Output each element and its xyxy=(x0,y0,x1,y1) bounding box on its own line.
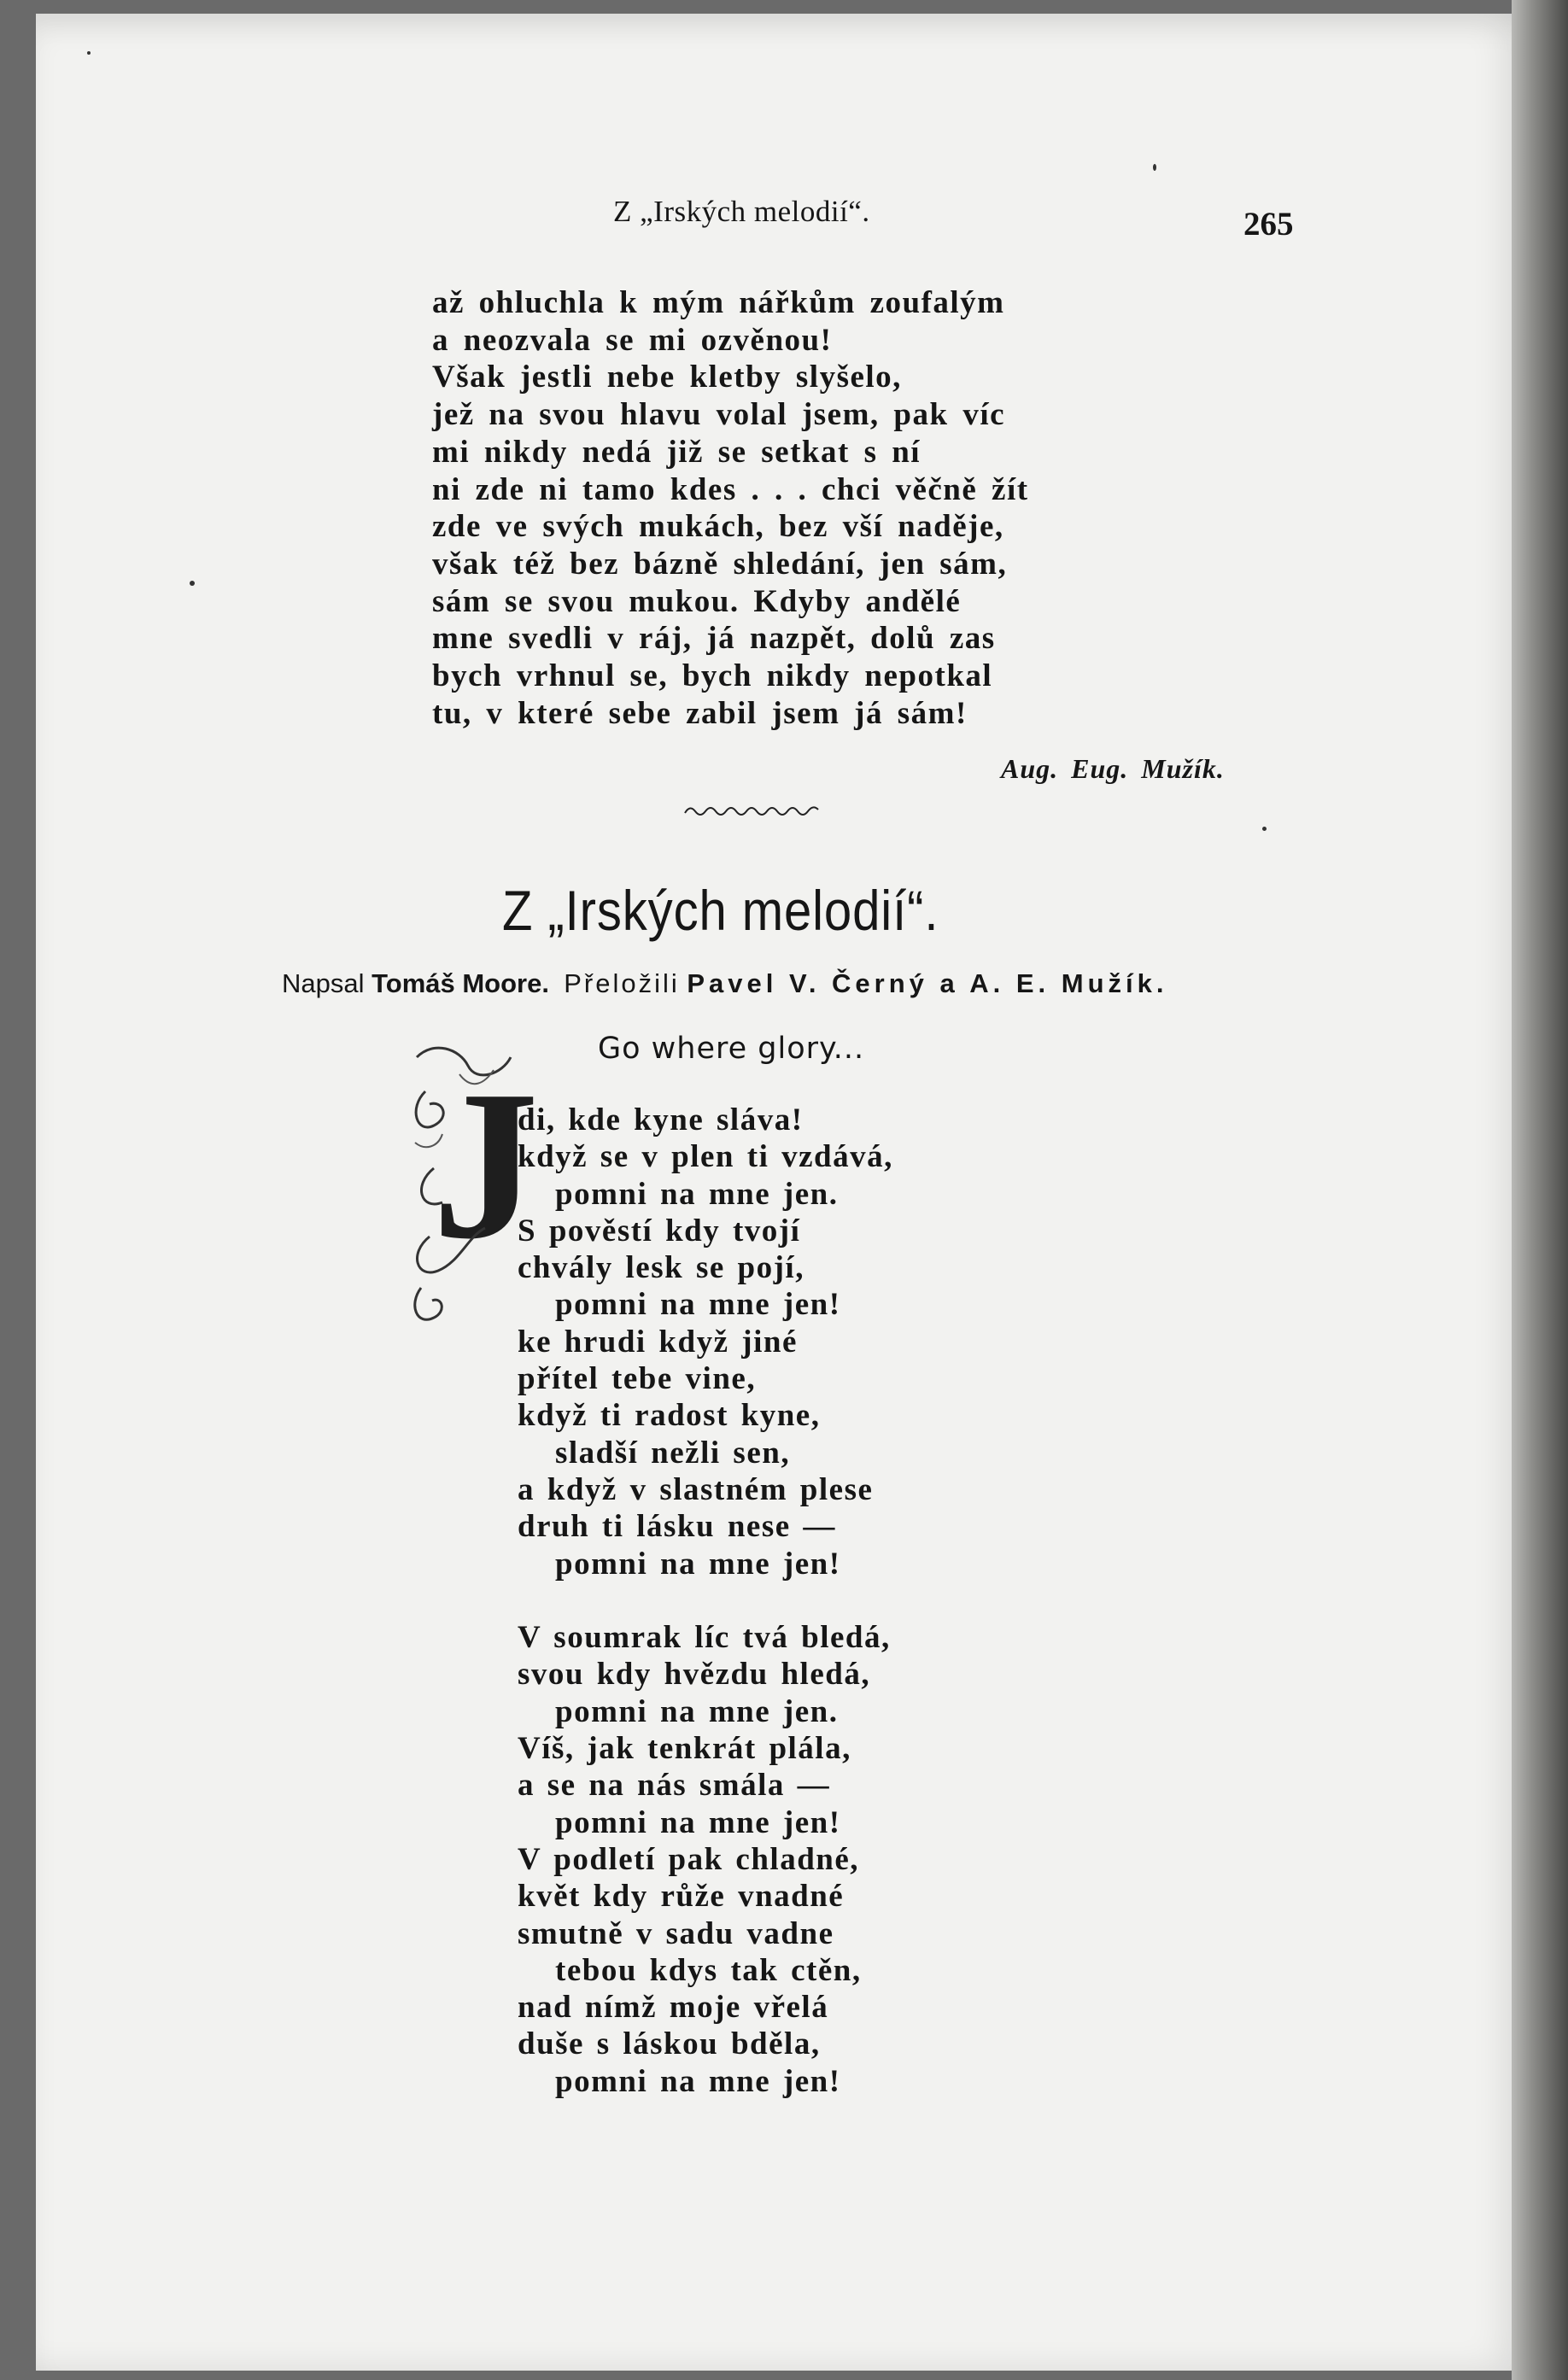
verse-line: až ohluchla k mým nářkům zoufalým xyxy=(432,285,1005,320)
verse-line: mi nikdy nedá již se setkat s ní xyxy=(432,434,921,470)
poem-line: druh ti lásku nese — xyxy=(518,1509,836,1545)
verse-line: mne svedli v ráj, já nazpět, dolů zas xyxy=(432,621,996,657)
poem-line: a když v slastném plese xyxy=(518,1471,874,1507)
ornamental-drop-cap-j xyxy=(408,1040,539,1330)
drop-cap-letter: J xyxy=(432,1047,539,1284)
book-spine-edge xyxy=(1512,0,1568,2380)
poem-line: tebou kdys tak ctěn, xyxy=(555,1952,862,1988)
byline-napsal: Napsal xyxy=(282,968,365,998)
poem-line: přítel tebe vine, xyxy=(518,1361,757,1397)
poem-text xyxy=(518,1102,996,2100)
byline-author: Tomáš Moore. xyxy=(372,968,549,998)
verse-line: tu, v které sebe zabil jsem já sám! xyxy=(432,695,968,731)
poem-line: V podletí pak chladné, xyxy=(518,1841,860,1877)
poem-line: svou kdy hvězdu hledá, xyxy=(518,1657,871,1693)
english-original-title: Go where glory... xyxy=(598,1032,865,1066)
poem-line: V soumrak líc tvá bledá, xyxy=(518,1620,891,1656)
poem-line: pomni na mne jen! xyxy=(555,2063,841,2099)
translator-signature: Aug. Eug. Mužík. xyxy=(1001,753,1225,784)
poem-line: pomni na mne jen. xyxy=(555,1176,839,1212)
poem-line: chvály lesk se pojí, xyxy=(518,1250,804,1286)
author-byline xyxy=(282,968,1167,999)
paper-speck xyxy=(190,581,195,586)
poem-line: když se v plen ti vzdává, xyxy=(518,1139,893,1175)
poem-line: sladší nežli sen, xyxy=(555,1435,791,1471)
verse-line: Však jestli nebe kletby slyšelo, xyxy=(432,360,902,395)
paper-speck xyxy=(87,51,91,55)
poem-line: a se na nás smála — xyxy=(518,1768,831,1804)
poem-line: květ kdy růže vnadné xyxy=(518,1879,845,1915)
poem-line: když ti radost kyne, xyxy=(518,1398,821,1434)
poem-line: pomni na mne jen. xyxy=(555,1693,839,1729)
poem-section-title: Z „Irských melodií“. xyxy=(502,879,939,942)
verse-line: a neozvala se mi ozvěnou! xyxy=(432,322,833,358)
verse-line: bych vrhnul se, bych nikdy nepotkal xyxy=(432,658,993,694)
paper-speck xyxy=(1262,827,1267,831)
verse-line: sám se svou mukou. Kdyby andělé xyxy=(432,583,962,619)
poem-line: nad nímž moje vřelá xyxy=(518,1990,829,2026)
poem-line: S pověstí kdy tvojí xyxy=(518,1213,801,1248)
stanza-break xyxy=(518,1582,996,1619)
running-header-title: Z „Irských melodií“. xyxy=(613,195,870,228)
verse-line: zde ve svých mukách, bez vší naděje, xyxy=(432,509,1004,545)
byline-translators: Pavel V. Černý a A. E. Mužík. xyxy=(687,968,1168,998)
poem-line: pomni na mne jen! xyxy=(555,1287,841,1323)
poem-line: duše s láskou bděla, xyxy=(518,2026,821,2062)
page-number: 265 xyxy=(1243,206,1294,243)
poem-line: Víš, jak tenkrát plála, xyxy=(518,1731,851,1767)
poem-line: di, kde kyne sláva! xyxy=(518,1102,804,1137)
verse-line: jež na svou hlavu volal jsem, pak víc xyxy=(432,397,1006,433)
verse-line: však též bez bázně shledání, jen sám, xyxy=(432,546,1008,582)
paper-speck xyxy=(1153,164,1156,171)
verse-line: ni zde ni tamo kdes . . . chci věčně žít xyxy=(432,471,1029,507)
poem-line: smutně v sadu vadne xyxy=(518,1915,834,1951)
poem-line: pomni na mne jen! xyxy=(555,1804,841,1840)
poem-line: pomni na mne jen! xyxy=(555,1546,841,1582)
previous-poem-verse xyxy=(432,284,1081,732)
byline-translated-label: Přeložili xyxy=(564,968,680,998)
wavy-separator-ornament xyxy=(683,799,820,820)
poem-line: ke hrudi když jiné xyxy=(518,1324,798,1360)
